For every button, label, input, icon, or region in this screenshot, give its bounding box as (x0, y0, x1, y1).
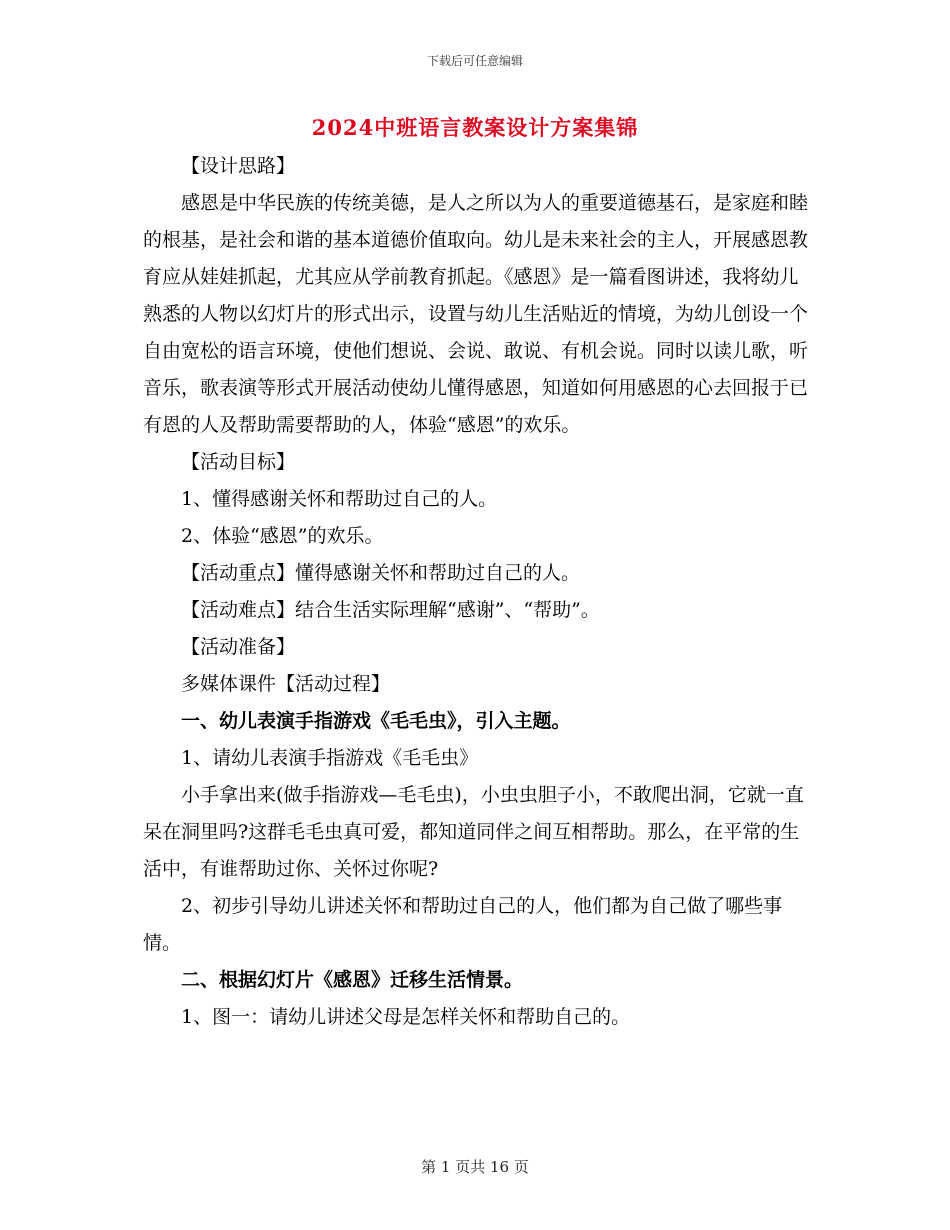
process-paragraph-finger-game: 小手拿出来(做手指游戏—毛毛虫)，小虫虫胆子小，不敢爬出洞，它就一直呆在洞里吗?这群毛毛虫真可爱，都知道同伴之间互相帮助。那么，在平常的生活中，有谁帮助过你、关怀过你呢? (143, 784, 804, 880)
paragraph-design-idea: 感恩是中华民族的传统美德，是人之所以为人的重要道德基石，是家庭和睦的根基，是社会和谐的基本道德价值取向。幼儿是未来社会的主人，开展感恩教育应从娃娃抓起，尤其应从学前教育抓起。《感恩》是一篇看图讲述，我将幼儿熟悉的人物以幻灯片的形式出示，设置与幼儿生活贴近的情境，为幼儿创设一个自由宽松的语言环境，使他们想说、会说、敢说、有机会说。同时以读儿歌，听音乐，歌表演等形式开展活动使幼儿懂得感恩，知道如何用感恩的心去回报于已有恩的人及帮助需要帮助的人，体验“感恩”的欢乐。 (143, 192, 809, 436)
goal-item-1: 1、懂得感谢关怀和帮助过自己的人。 (181, 488, 498, 510)
activity-difficulty: 【活动难点】结合生活实际理解“感谢”、“帮助”。 (181, 599, 600, 621)
process-substep-2-1: 1、图一：请幼儿讲述父母是怎样关怀和帮助自己的。 (181, 1006, 631, 1028)
process-substep-1-1: 1、请幼儿表演手指游戏《毛毛虫》 (181, 747, 479, 769)
preparation-materials: 多媒体课件【活动过程】 (181, 673, 391, 695)
section-heading-activity-goals: 【活动目标】 (181, 451, 296, 473)
activity-key-point: 【活动重点】懂得感谢关怀和帮助过自己的人。 (181, 562, 581, 584)
document-title: 2024中班语言教案设计方案集锦 (311, 115, 639, 140)
process-substep-1-2: 2、初步引导幼儿讲述关怀和帮助过自己的人，他们都为自己做了哪些事情。 (143, 895, 783, 954)
section-heading-design-idea: 【设计思路】 (181, 155, 296, 177)
section-heading-preparation: 【活动准备】 (181, 636, 296, 658)
process-step-heading-1: 一、幼儿表演手指游戏《毛毛虫》，引入主题。 (181, 710, 571, 732)
goal-item-2: 2、体验“感恩”的欢乐。 (181, 525, 384, 547)
process-step-heading-2: 二、根据幻灯片《感恩》迁移生活情景。 (181, 969, 524, 991)
page-indicator: 第 1 页共 16 页 (421, 1158, 529, 1176)
document-body (143, 148, 808, 1036)
page-header-note: 下载后可任意编辑 (426, 54, 523, 68)
